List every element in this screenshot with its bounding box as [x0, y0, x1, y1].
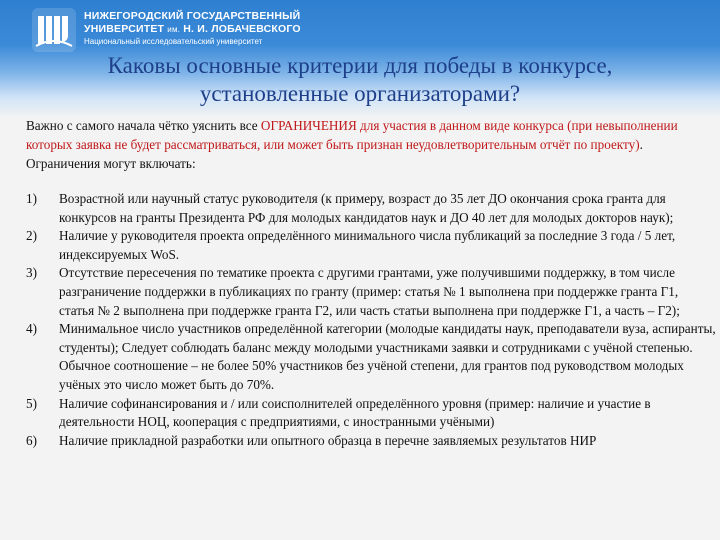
list-item — [26, 190, 716, 227]
criteria-list — [26, 190, 716, 450]
list-item-text: Наличие у руководителя проекта определённого минимального числа публикаций за последние 3 года / 5 лет, индексируемых WoS. — [59, 228, 676, 262]
university-name — [84, 10, 301, 47]
list-item — [26, 320, 716, 394]
list-item-number: 1) — [26, 191, 37, 206]
university-line-2 — [84, 23, 301, 36]
university-line-2-prefix: УНИВЕРСИТЕТ — [84, 23, 165, 35]
list-item-text: Минимальное число участников определённой категории (молодые кандидаты наук, преподаватели вуза, аспиранты, студенты); Следует соблюдать баланс между молодыми участниками заявки и сотрудниками с учёной степенью. Обычное соотношение – не более 50% участников без учёной степени, для грантов под руководством молодых учёных это число может быть до 70%. — [59, 321, 716, 392]
list-item-text: Возрастной или научный статус руководителя (к примеру, возраст до 35 лет ДО окончания срока гранта для конкурсов на гранты Президента РФ для молодых кандидатов наук и ДО 40 лет для молодых докторов наук); — [59, 191, 674, 225]
list-item — [26, 227, 716, 264]
intro-text: Важно с самого начала чётко уяснить все — [26, 118, 261, 133]
slide-title-line-2: установленные организаторами? — [199, 81, 521, 106]
university-logo-icon — [32, 8, 76, 52]
list-item — [26, 395, 716, 432]
list-item-number: 3) — [26, 265, 37, 281]
slide-title-line-1: Каковы основные критерии для победы в конкурсе, — [107, 53, 613, 78]
list-item-number: 4) — [26, 321, 37, 337]
university-line-1: НИЖЕГОРОДСКИЙ ГОСУДАРСТВЕННЫЙ — [84, 10, 301, 22]
university-line-2-name: Н. И. ЛОБАЧЕВСКОГО — [183, 23, 301, 35]
list-item-text: Отсутствие пересечения по тематике проекта с другими грантами, уже получившими поддержку, в том числе разграничение поддержки в публикациях по гранту (пример: статья № 1 выполнена при поддержке гранта Г1, статья № 2 выполнена при поддержке гранта Г2, или часть статьи выполнена при поддержке Г1, а часть – Г2); — [59, 265, 680, 318]
restrictions-highlight: ОГРАНИЧЕНИЯ для участия в данном виде конкурса (при невыполнении которых заявка не будет рассматриваться, или может быть признан неудовлетворительным отчёт по проекту) — [26, 118, 678, 152]
list-item-number: 5) — [26, 395, 37, 411]
list-item-text: Наличие прикладной разработки или опытного образца в перечне заявляемых результатов НИР — [59, 432, 597, 448]
list-item — [26, 432, 716, 451]
list-item-text: Наличие софинансирования и / или соисполнителей определённого уровня (пример: наличие и участие в деятельности НОЦ, кооперация с предприятиями, с иностранными учёными) — [59, 395, 651, 430]
list-item — [26, 264, 716, 320]
list-item-number: 6) — [26, 432, 37, 448]
university-line-3: Национальный исследовательский университет — [84, 37, 263, 46]
list-item-number: 2) — [26, 228, 37, 244]
intro-paragraph — [26, 116, 706, 173]
slide-title — [40, 52, 680, 108]
intro-text-end: . Ограничения могут включать: — [26, 137, 643, 171]
university-line-2-small: им. — [167, 25, 181, 34]
